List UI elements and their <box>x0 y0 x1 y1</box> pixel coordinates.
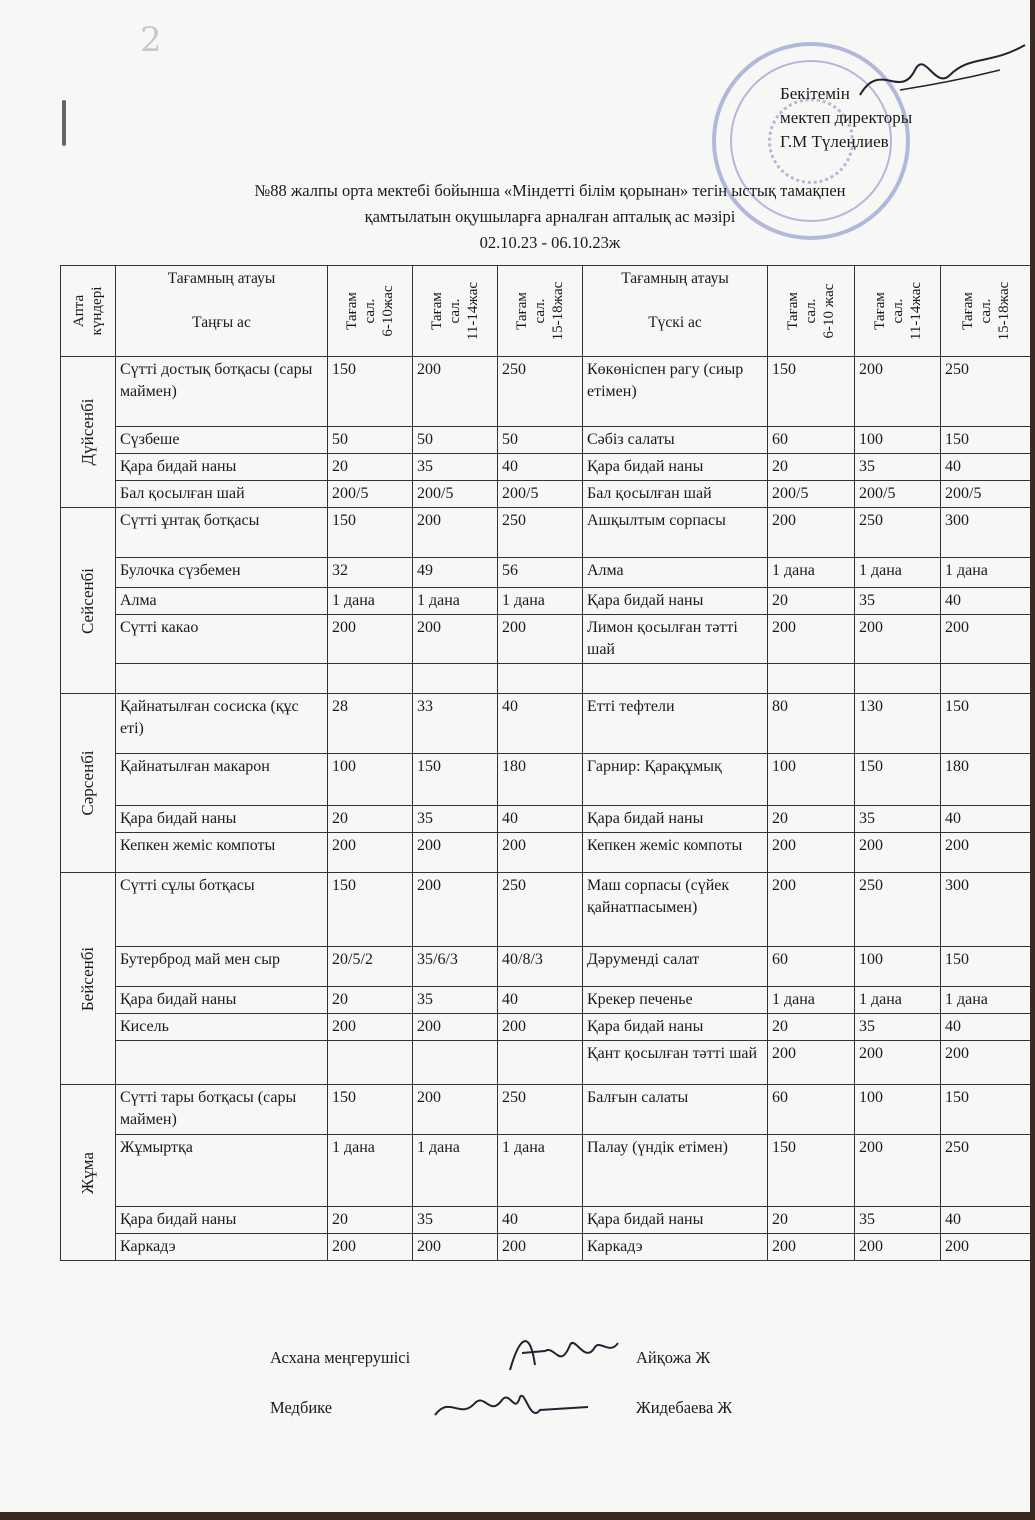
portion-cell: 150 <box>941 947 1031 987</box>
lunch-dish: Қант қосылған тәтті шай <box>583 1041 768 1085</box>
cook-signature <box>500 1325 620 1380</box>
approval-block <box>780 82 912 154</box>
breakfast-dish: Бал қосылған шай <box>116 481 328 508</box>
portion-cell: 200 <box>768 615 855 664</box>
document-title <box>120 178 980 256</box>
approval-line: Г.М Түлеңлиев <box>780 132 889 151</box>
portion-cell: 150 <box>855 754 941 806</box>
breakfast-dish: Сүтті тары ботқасы (сары маймен) <box>116 1085 328 1135</box>
portion-cell: 200 <box>413 873 498 947</box>
breakfast-dish: Сүзбеше <box>116 427 328 454</box>
portion-cell: 33 <box>413 694 498 754</box>
portion-cell: 40 <box>941 1207 1031 1234</box>
portion-cell <box>413 1041 498 1085</box>
portion-cell: 180 <box>498 754 583 806</box>
day-cell <box>61 1085 116 1261</box>
table-row <box>61 1207 1031 1234</box>
header-l2: Тағам сал. 11-14жас <box>855 266 941 357</box>
portion-cell: 20 <box>768 588 855 615</box>
portion-cell: 250 <box>941 1135 1031 1207</box>
portion-cell: 40 <box>498 806 583 833</box>
portion-cell: 100 <box>855 427 941 454</box>
footer-role: Асхана меңгерушісі <box>270 1348 411 1367</box>
day-cell <box>61 508 116 694</box>
portion-cell: 150 <box>328 873 413 947</box>
portion-cell: 40 <box>498 694 583 754</box>
portion-cell: 250 <box>855 508 941 558</box>
breakfast-dish: Қара бидай наны <box>116 987 328 1014</box>
portion-cell: 200 <box>413 1014 498 1041</box>
lunch-dish: Қара бидай наны <box>583 1014 768 1041</box>
breakfast-dish: Булочка сүзбемен <box>116 558 328 588</box>
portion-cell: 50 <box>328 427 413 454</box>
portion-cell: 1 дана <box>941 558 1031 588</box>
day-cell <box>61 694 116 873</box>
portion-cell: 20 <box>328 454 413 481</box>
table-row <box>61 1041 1031 1085</box>
lunch-dish: Сәбіз салаты <box>583 427 768 454</box>
portion-cell: 32 <box>328 558 413 588</box>
table-row <box>61 664 1031 694</box>
portion-cell: 40 <box>941 1014 1031 1041</box>
portion-cell: 20 <box>768 1014 855 1041</box>
header-l1: Тағам сал. 6-10 жас <box>768 266 855 357</box>
lunch-dish <box>583 664 768 694</box>
breakfast-dish: Кисель <box>116 1014 328 1041</box>
table-row <box>61 987 1031 1014</box>
header-b2: Тағам сал. 11-14жас <box>413 266 498 357</box>
header-lunch: Тағамның атауы Түскі ас <box>583 266 768 357</box>
lunch-dish: Көкөніспен рагу (сиыр етімен) <box>583 357 768 427</box>
portion-cell: 200 <box>328 833 413 873</box>
portion-cell: 20/5/2 <box>328 947 413 987</box>
table-row <box>61 873 1031 947</box>
portion-cell: 200 <box>413 508 498 558</box>
portion-cell: 100 <box>855 947 941 987</box>
portion-cell: 200 <box>328 1234 413 1261</box>
portion-cell: 200/5 <box>941 481 1031 508</box>
portion-cell: 100 <box>855 1085 941 1135</box>
header-b1: Тағам сал. 6-10жас <box>328 266 413 357</box>
portion-cell: 200 <box>768 833 855 873</box>
portion-cell: 200 <box>498 1234 583 1261</box>
portion-cell: 150 <box>941 694 1031 754</box>
portion-cell: 60 <box>768 1085 855 1135</box>
breakfast-dish: Қара бидай наны <box>116 1207 328 1234</box>
portion-cell: 1 дана <box>328 588 413 615</box>
portion-cell: 150 <box>941 427 1031 454</box>
portion-cell: 1 дана <box>413 1135 498 1207</box>
table-row <box>61 947 1031 987</box>
breakfast-dish: Сүтті ұнтақ ботқасы <box>116 508 328 558</box>
portion-cell: 200 <box>941 833 1031 873</box>
lunch-dish: Ашқылтым сорпасы <box>583 508 768 558</box>
lunch-dish: Палау (үндік етімен) <box>583 1135 768 1207</box>
portion-cell: 1 дана <box>328 1135 413 1207</box>
table-row <box>61 1234 1031 1261</box>
portion-cell: 200 <box>768 1234 855 1261</box>
footer-name: Жидебаева Ж <box>636 1398 733 1417</box>
portion-cell: 250 <box>855 873 941 947</box>
portion-cell: 200 <box>941 1234 1031 1261</box>
portion-cell: 180 <box>941 754 1031 806</box>
lunch-dish: Алма <box>583 558 768 588</box>
breakfast-dish: Қара бидай наны <box>116 454 328 481</box>
nurse-signature <box>430 1385 590 1430</box>
weekly-menu-table <box>60 265 1030 1261</box>
portion-cell: 20 <box>768 1207 855 1234</box>
breakfast-dish <box>116 664 328 694</box>
day-name: Бейсенбі <box>78 946 97 1011</box>
portion-cell: 40/8/3 <box>498 947 583 987</box>
title-line: қамтылатын оқушыларға арналған апталық ас мәзірі <box>364 207 736 226</box>
portion-cell: 250 <box>498 508 583 558</box>
portion-cell: 200/5 <box>498 481 583 508</box>
portion-cell: 35 <box>855 588 941 615</box>
portion-cell: 20 <box>768 806 855 833</box>
portion-cell: 40 <box>498 987 583 1014</box>
table-row <box>61 615 1031 664</box>
breakfast-dish: Жұмыртқа <box>116 1135 328 1207</box>
portion-cell: 200 <box>941 1041 1031 1085</box>
portion-cell: 150 <box>328 508 413 558</box>
portion-cell: 150 <box>768 357 855 427</box>
portion-cell: 200 <box>855 1234 941 1261</box>
lunch-dish: Қара бидай наны <box>583 588 768 615</box>
portion-cell: 1 дана <box>413 588 498 615</box>
day-name: Сейсенбі <box>78 567 97 634</box>
portion-cell: 35 <box>855 806 941 833</box>
table-header-row <box>61 266 1031 357</box>
table-row <box>61 508 1031 558</box>
lunch-dish: Қара бидай наны <box>583 454 768 481</box>
lunch-dish: Қара бидай наны <box>583 1207 768 1234</box>
portion-cell: 150 <box>768 1135 855 1207</box>
portion-cell: 1 дана <box>768 558 855 588</box>
footer-line-2 <box>270 1398 332 1418</box>
lunch-dish: Маш сорпасы (сүйек қайнатпасымен) <box>583 873 768 947</box>
portion-cell: 200 <box>413 357 498 427</box>
breakfast-dish: Бутерброд май мен сыр <box>116 947 328 987</box>
portion-cell: 20 <box>328 987 413 1014</box>
footer-line-1 <box>270 1348 410 1368</box>
title-date: 02.10.23 - 06.10.23ж <box>479 233 621 252</box>
lunch-dish: Каркадэ <box>583 1234 768 1261</box>
table-row <box>61 558 1031 588</box>
pen-mark <box>62 100 66 146</box>
lunch-dish: Гарнир: Қарақұмық <box>583 754 768 806</box>
portion-cell: 150 <box>413 754 498 806</box>
table-row <box>61 357 1031 427</box>
table-row <box>61 1135 1031 1207</box>
header-l3: Тағам сал. 15-18жас <box>941 266 1031 357</box>
portion-cell: 200 <box>855 357 941 427</box>
table-row <box>61 833 1031 873</box>
portion-cell: 20 <box>328 1207 413 1234</box>
portion-cell: 200 <box>855 833 941 873</box>
lunch-dish: Лимон қосылған тәтті шай <box>583 615 768 664</box>
header-days: Апта күндері <box>61 266 116 357</box>
portion-cell: 250 <box>498 1085 583 1135</box>
portion-cell <box>855 664 941 694</box>
portion-cell: 250 <box>941 357 1031 427</box>
portion-cell: 35 <box>413 1207 498 1234</box>
portion-cell: 200/5 <box>768 481 855 508</box>
portion-cell: 200/5 <box>328 481 413 508</box>
portion-cell: 1 дана <box>855 558 941 588</box>
portion-cell: 100 <box>328 754 413 806</box>
portion-cell: 200 <box>413 1085 498 1135</box>
breakfast-dish: Қара бидай наны <box>116 806 328 833</box>
portion-cell: 1 дана <box>768 987 855 1014</box>
portion-cell: 150 <box>328 1085 413 1135</box>
portion-cell: 60 <box>768 427 855 454</box>
portion-cell: 200 <box>768 508 855 558</box>
table-row <box>61 754 1031 806</box>
portion-cell: 200 <box>498 1014 583 1041</box>
portion-cell: 1 дана <box>498 1135 583 1207</box>
lunch-dish: Кепкен жеміс компоты <box>583 833 768 873</box>
table-row <box>61 427 1031 454</box>
breakfast-dish: Кепкен жеміс компоты <box>116 833 328 873</box>
breakfast-dish: Қайнатылған сосиска (құс еті) <box>116 694 328 754</box>
portion-cell: 200 <box>855 1135 941 1207</box>
lunch-dish: Крекер печенье <box>583 987 768 1014</box>
portion-cell: 28 <box>328 694 413 754</box>
breakfast-dish: Алма <box>116 588 328 615</box>
table-body <box>61 357 1031 1261</box>
portion-cell: 200 <box>855 615 941 664</box>
portion-cell: 35 <box>413 806 498 833</box>
portion-cell: 40 <box>498 454 583 481</box>
portion-cell <box>498 664 583 694</box>
portion-cell: 35 <box>413 987 498 1014</box>
portion-cell: 35 <box>855 454 941 481</box>
lunch-dish: Етті тефтели <box>583 694 768 754</box>
portion-cell <box>413 664 498 694</box>
portion-cell: 200 <box>413 615 498 664</box>
portion-cell: 35/6/3 <box>413 947 498 987</box>
approval-line: мектеп директоры <box>780 108 913 127</box>
portion-cell: 40 <box>941 588 1031 615</box>
portion-cell: 35 <box>855 1014 941 1041</box>
portion-cell: 20 <box>328 806 413 833</box>
footer-name-2 <box>636 1398 732 1418</box>
breakfast-dish: Қайнатылған макарон <box>116 754 328 806</box>
portion-cell: 50 <box>498 427 583 454</box>
table-row <box>61 588 1031 615</box>
portion-cell: 250 <box>498 357 583 427</box>
portion-cell: 20 <box>768 454 855 481</box>
portion-cell: 300 <box>941 508 1031 558</box>
lunch-dish: Дәруменді салат <box>583 947 768 987</box>
title-line: №88 жалпы орта мектебі бойынша «Міндетті білім қорынан» тегін ыстық тамақпен <box>254 181 846 200</box>
portion-cell <box>328 664 413 694</box>
portion-cell: 40 <box>941 454 1031 481</box>
breakfast-dish: Сүтті достық ботқасы (сары маймен) <box>116 357 328 427</box>
portion-cell: 130 <box>855 694 941 754</box>
footer-name: Айқожа Ж <box>636 1348 711 1367</box>
header-breakfast: Тағамның атауы Таңғы ас <box>116 266 328 357</box>
portion-cell: 200/5 <box>413 481 498 508</box>
portion-cell: 200 <box>941 615 1031 664</box>
portion-cell <box>328 1041 413 1085</box>
portion-cell: 200 <box>328 1014 413 1041</box>
portion-cell: 35 <box>413 454 498 481</box>
portion-cell: 1 дана <box>855 987 941 1014</box>
table-row <box>61 454 1031 481</box>
portion-cell <box>941 664 1031 694</box>
portion-cell: 1 дана <box>941 987 1031 1014</box>
lunch-dish: Қара бидай наны <box>583 806 768 833</box>
header-b3: Тағам сал. 15-18жас <box>498 266 583 357</box>
portion-cell: 35 <box>855 1207 941 1234</box>
portion-cell: 200 <box>768 1041 855 1085</box>
portion-cell: 200 <box>328 615 413 664</box>
corner-mark: 2 <box>140 20 162 60</box>
portion-cell: 150 <box>328 357 413 427</box>
portion-cell: 200 <box>768 873 855 947</box>
table-row <box>61 806 1031 833</box>
breakfast-dish <box>116 1041 328 1085</box>
portion-cell: 300 <box>941 873 1031 947</box>
lunch-dish: Бал қосылған шай <box>583 481 768 508</box>
portion-cell: 40 <box>498 1207 583 1234</box>
footer-role: Медбике <box>270 1398 333 1417</box>
table-row <box>61 1085 1031 1135</box>
portion-cell: 250 <box>498 873 583 947</box>
day-name: Дүйсенбі <box>78 398 97 466</box>
approval-line: Бекітемін <box>780 84 850 103</box>
day-name: Жұма <box>78 1151 97 1194</box>
portion-cell: 100 <box>768 754 855 806</box>
portion-cell: 50 <box>413 427 498 454</box>
table-row <box>61 481 1031 508</box>
table-row <box>61 1014 1031 1041</box>
portion-cell: 56 <box>498 558 583 588</box>
footer-name-1 <box>636 1348 710 1368</box>
portion-cell: 200 <box>498 615 583 664</box>
day-name: Сәрсенбі <box>78 750 97 816</box>
portion-cell: 200 <box>855 1041 941 1085</box>
day-cell <box>61 357 116 508</box>
portion-cell: 150 <box>941 1085 1031 1135</box>
portion-cell: 200/5 <box>855 481 941 508</box>
portion-cell: 49 <box>413 558 498 588</box>
day-cell <box>61 873 116 1085</box>
portion-cell: 200 <box>413 1234 498 1261</box>
portion-cell: 60 <box>768 947 855 987</box>
breakfast-dish: Сүтті какао <box>116 615 328 664</box>
portion-cell <box>768 664 855 694</box>
breakfast-dish: Сүтті сұлы ботқасы <box>116 873 328 947</box>
portion-cell: 80 <box>768 694 855 754</box>
lunch-dish: Балғын салаты <box>583 1085 768 1135</box>
portion-cell: 200 <box>498 833 583 873</box>
portion-cell <box>498 1041 583 1085</box>
portion-cell: 1 дана <box>498 588 583 615</box>
table-row <box>61 694 1031 754</box>
portion-cell: 200 <box>413 833 498 873</box>
breakfast-dish: Каркадэ <box>116 1234 328 1261</box>
portion-cell: 40 <box>941 806 1031 833</box>
